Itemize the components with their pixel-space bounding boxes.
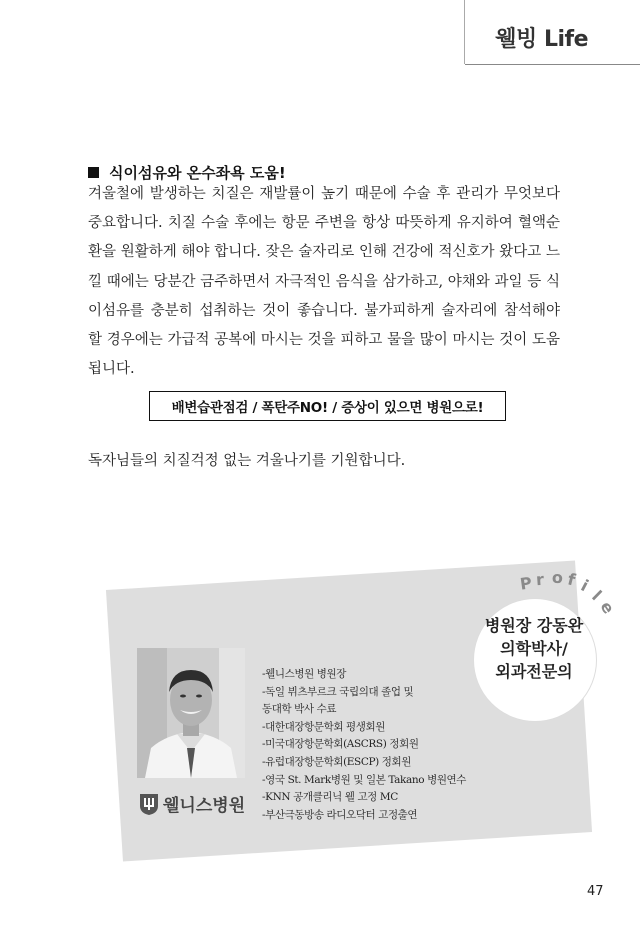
header-divider [464, 0, 465, 64]
body-paragraph: 겨울철에 발생하는 치질은 재발률이 높기 때문에 수술 후 관리가 무엇보다 중요합니다. 치질 수술 후에는 항문 주변을 항상 따뜻하게 유지하여 혈액순환을 원활하게 해야 합니다. 잦은 술자리로 인해 건강에 적신호가 왔다고 느낄 때에는 당분간 금주하면서 자극적인 음식을 삼가하고, 야채와 과일 등 식이섬유를 충분히 섭취하는 것이 좋습니다. 불가피하게 술자리에 참석해야 할 경우에는 가급적 공복에 마시는 것을 피하고 물을 많이 마시는 것이 도움됩니다. [88, 186, 560, 378]
callout-box: 배변습관점검 / 폭탄주NO! / 증상이 있으면 병원으로! [149, 391, 506, 421]
portrait-illustration [137, 648, 245, 778]
hospital-emblem-icon [138, 792, 160, 816]
profile-label-letter: o [551, 567, 564, 588]
cv-item: -미국대장항문학회(ASCRS) 정회원 [262, 738, 419, 751]
profile-label-letter: i [577, 575, 592, 596]
cv-list [262, 666, 466, 824]
profile-specialty-line: 외과전문의 [495, 662, 573, 681]
profile-name-line: 병원장 강동완 [484, 616, 584, 635]
section-heading-text: 식이섬유와 온수좌욕 도움! [109, 164, 286, 182]
doctor-portrait [137, 648, 245, 778]
hospital-name: 웰니스병원 [163, 796, 246, 816]
profile-label-letter: l [588, 586, 606, 605]
profile-name-block [473, 614, 595, 683]
cv-item: -웰니스병원 병원장 [262, 668, 347, 680]
cv-item: -영국 St. Mark병원 및 일본 Takano 병원연수 [262, 773, 467, 786]
square-bullet-icon [88, 167, 99, 178]
header-rule [465, 64, 640, 65]
cv-item: -대한대장항문학회 평생회원 [262, 720, 386, 733]
page-number: 47 [587, 884, 604, 899]
cv-item: -유럽대장항문학회(ESCP) 정회원 [262, 755, 412, 768]
running-header-title: 웰빙 Life [495, 27, 588, 52]
cv-item: -KNN 공개클리닉 웰 고정 MC [262, 791, 398, 804]
cv-item: 동대학 박사 수료 [262, 703, 337, 716]
profile-title-line: 의학박사/ [500, 639, 568, 658]
hospital-logo [138, 791, 245, 816]
cv-item: -독일 뷔츠부르크 국립의대 졸업 및 [262, 685, 414, 698]
profile-label-letter: e [596, 597, 619, 618]
profile-label-letter: f [565, 569, 578, 590]
profile-label-letter: r [535, 569, 545, 590]
closing-sentence: 독자님들의 치질걱정 없는 겨울나기를 기원합니다. [88, 453, 406, 469]
cv-item: -부산극동방송 라디오닥터 고정출연 [262, 808, 418, 821]
profile-label-letter: P [518, 573, 533, 594]
